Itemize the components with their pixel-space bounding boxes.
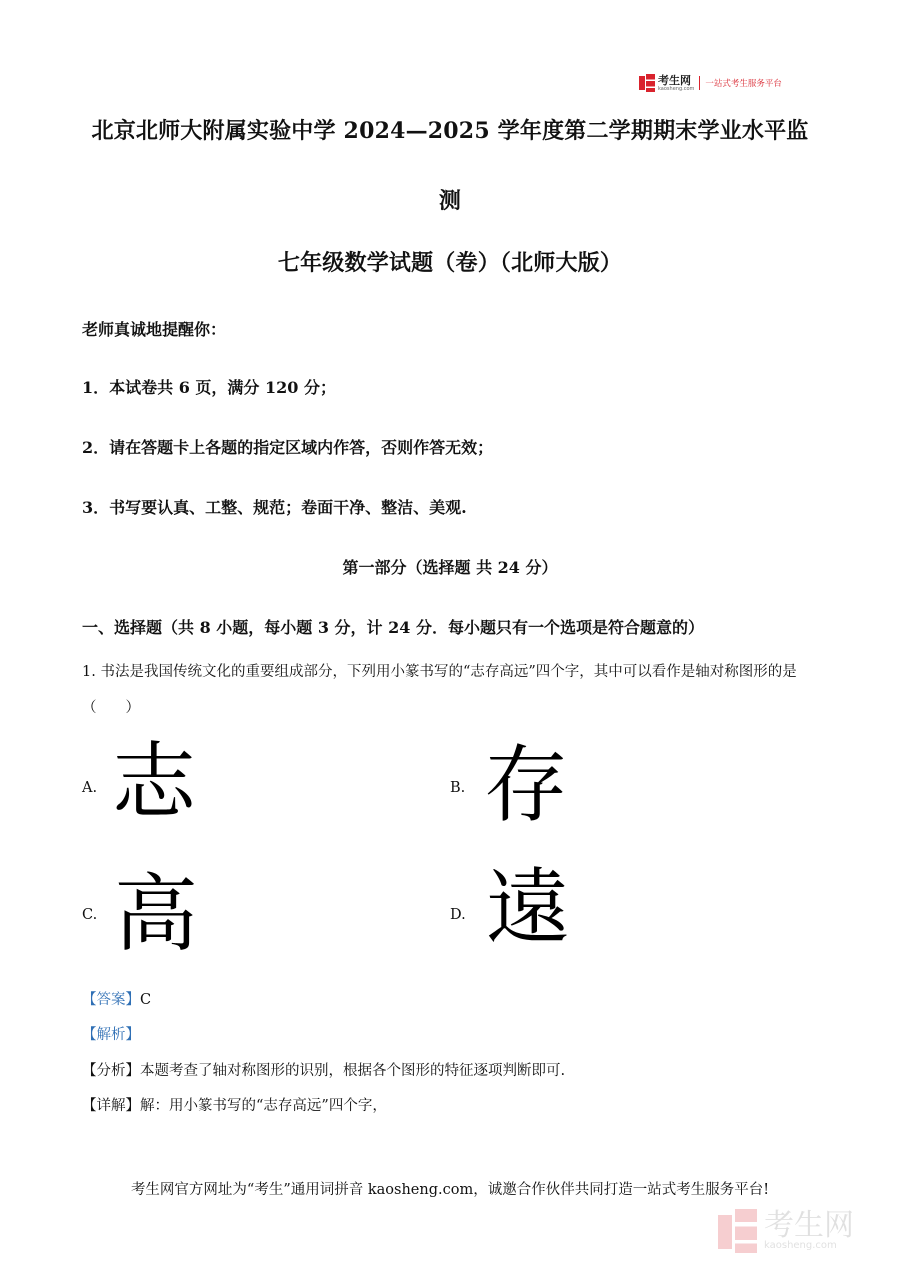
watermark-logo-icon xyxy=(718,1209,758,1253)
notice-item-3: 3．书写要认真、工整、规范；卷面干净、整洁、美观. xyxy=(82,498,467,517)
notice-item-1: 1．本试卷共 6 页，满分 120 分； xyxy=(82,378,336,397)
watermark-text xyxy=(764,1208,854,1251)
fenxi-tag: 【分析】 xyxy=(82,1063,140,1079)
answer-line xyxy=(82,988,151,1009)
option-b-label: B. xyxy=(450,780,466,796)
watermark-domain: kaosheng.com xyxy=(764,1240,837,1251)
kaosheng-logo-icon xyxy=(639,74,655,92)
logo-domain: kaosheng.com xyxy=(658,85,695,92)
xiangjie-text: 解：用小篆书写的“志存高远”四个字， xyxy=(140,1098,387,1114)
question-1-text: 1. 书法是我国传统文化的重要组成部分，下列用小篆书写的“志存高远”四个字，其中可以看作是轴对称图形的是（ ） xyxy=(82,664,797,716)
option-d-label: D. xyxy=(450,907,466,923)
analysis-tag: 【解析】 xyxy=(82,1027,140,1043)
footer-text: 考生网官方网址为“考生”通用词拼音 kaosheng.com，诚邀合作伙伴共同打造一站式考生服务平台! xyxy=(130,1182,770,1198)
logo-slogan: 一站式考生服务平台 xyxy=(705,79,782,89)
exam-title-line1: 北京北师大附属实验中学 2024—2025 学年度第二学期期末学业水平监 xyxy=(91,118,809,144)
xiangjie-line xyxy=(82,1094,387,1115)
header-logo xyxy=(639,72,809,94)
answer-tag: 【答案】 xyxy=(82,992,140,1008)
xiangjie-tag: 【详解】 xyxy=(82,1098,140,1114)
option-c-label: C. xyxy=(82,907,98,923)
option-c-glyph: 高 xyxy=(114,865,199,963)
logo-divider xyxy=(699,76,700,90)
watermark-name: 考生网 xyxy=(764,1208,854,1243)
notice-item-2: 2．请在答题卡上各题的指定区域内作答，否则作答无效； xyxy=(82,438,494,457)
exam-title-line2: 测 xyxy=(438,188,462,214)
analysis-line xyxy=(82,1023,140,1044)
option-a-glyph: 志 xyxy=(112,733,197,831)
exam-subtitle: 七年级数学试题（卷）（北师大版） xyxy=(277,250,623,276)
option-d-glyph: 遠 xyxy=(486,859,571,957)
part1-title: 第一部分（选择题 共 24 分） xyxy=(342,558,558,577)
option-a-label: A. xyxy=(82,780,98,796)
watermark xyxy=(718,1206,878,1256)
section-heading: 一、选择题（共 8 小题，每小题 3 分，计 24 分．每小题只有一个选项是符合题意的） xyxy=(82,618,704,637)
option-b-glyph: 存 xyxy=(484,736,569,834)
fenxi-text: 本题考查了轴对称图形的识别，根据各个图形的特征逐项判断即可. xyxy=(140,1063,566,1079)
logo-text xyxy=(658,75,694,92)
fenxi-line xyxy=(82,1059,565,1080)
answer-value: C xyxy=(140,992,152,1008)
logo-name: 考生网 xyxy=(658,73,691,87)
notice-heading: 老师真诚地提醒你： xyxy=(82,320,227,339)
